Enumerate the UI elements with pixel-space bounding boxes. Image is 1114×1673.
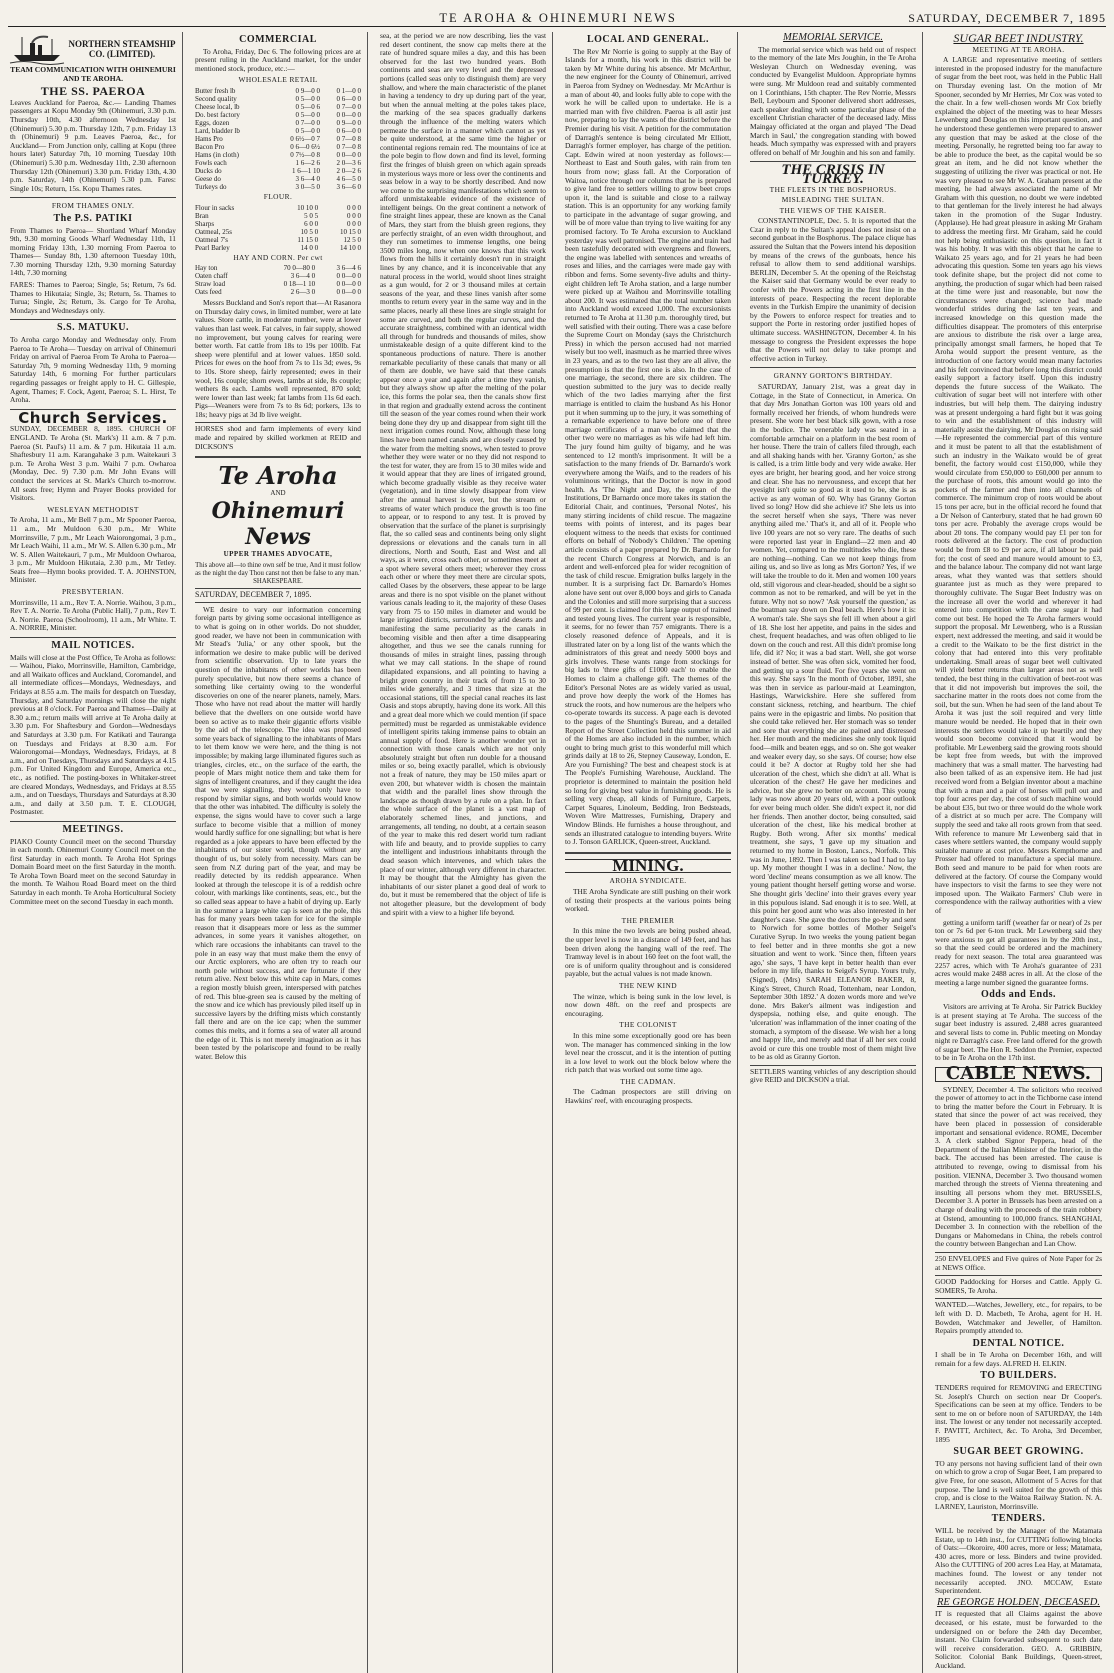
price-cell: 1 6—1 10 <box>291 166 320 175</box>
price-cell: 0 7—0 8 <box>336 134 361 143</box>
cadman-text: The Cadman prospectors are still driving on Hawkins' reef, with encouraging prospects. <box>565 1087 731 1106</box>
logo-and: AND <box>270 489 286 498</box>
flour-table <box>195 204 361 252</box>
cable-news-title: CABLE NEWS. <box>935 1067 1102 1082</box>
price-cell: 4 6—5 0 <box>336 174 361 183</box>
hay-cell: 70 0—80 0 <box>283 264 316 273</box>
hay-cell: Hay ton <box>195 264 218 273</box>
flour-row <box>195 228 361 236</box>
logo-line-2: Ohinemuri News <box>211 497 345 550</box>
price-cell: Hams (in cloth) <box>195 150 239 159</box>
price-cell: Butter fresh lb <box>195 86 236 95</box>
cable-news-text: SYDNEY, December 4. The solicitors who received the power of attorney to act in the Tichborne case intend to bring the matter before the Court in February. It is stated that since the power of act was received, they have been placed in possession of considerable important and sensational evidence. ROME, December 3. A clerk stabbed Signor Peppera, head of the Department of the Italian Minister of the Interior, in the back. The accused has been arrested. The cause is attributed to revenge, owing to dismissal from his position. VIENNA, December 3. Two thousand women marched through the streets of Vienna threatening and insulting all persons whom they met. BRUSSELS, December 3. A porter in Brussels has been arrested on a charge of dealing with the proceeds of the train robbery at Ostend, amounting to 100,000 francs. SHANGHAI, December 3. In connection with the rebellion of the Dungans or Mahomedans in China, the rebels control the country between Bangechan and Lan Chow. <box>935 1084 1102 1249</box>
hay-row <box>195 272 361 280</box>
flour-head: FLOUR. <box>263 191 293 201</box>
divider <box>195 456 361 458</box>
cadman-head: THE CADMAN. <box>620 1076 676 1086</box>
watches-advert: WANTED.—Watches, Jewellery, etc., for repairs, to be left with D. D. Macbeth, Te Aroha, agent for H. H. Bowden, Watchmaker and Jeweller, of Hamilton. Repairs promptly attended to. <box>935 1300 1102 1336</box>
flour-row <box>195 244 361 252</box>
dental-notice-text: I shall be in Te Aroha on December 16th, and will remain for a few days. ALFRED H. ELKIN. <box>935 1350 1102 1368</box>
paeroa-timetable: Leaves Auckland for Paeroa, &c.— Landing Thames passengers at Kopu Monday 9th (Ohinemuri, 3.30 p.m. Thursday 10th, 4.30 afternoon Wednesday 1st (Ohinemuri) 5.30 p.m. Thursday 12th, 7 p.m. Friday 13 th (Ohinemuri) 9 p.m. Leaves Paeroa, &c., for Auckland— From Junction only, calling at Kopu (three hours later) Saturday 7th, 10 morning Tuesday 10th (Ohinemuri) 5.30 p.m. Wednesday 11th, 2.30 afternoon Thursday 12th (Ohinemuri) 3.30 p.m. Friday 13th, 4.30 p.m. Saturday, 14th (Ohinemuri) 5.30 p.m. Fares: Single 10s; Return, 15s. Kopu Thames rates. <box>10 97 176 193</box>
memorial-service-text: The memorial service which was held out of respect to the memory of the late Mrs Joughin, in the Te Aroha Wesleyan Church on Wednesday evening, was conducted by Evangelist Muldoon. Appropriate hymns were sung. Mr Muldoon read and suitably commented on 1 Corinthians, 15th chapter. The Rev Norrie, Messrs Bell, Leybourn and Spooner delivered short addresses, each speaker dealing with some particular phase of the excellent Christian character of the deceased lady. Miss Maingay officiated at the organ and played 'The Dead March in Saul,' the congregation standing with bowed heads. Much sympathy was expressed with and prayers offered on behalf of Mr Joughin and his son and family. <box>750 44 916 157</box>
granny-gorton-text: SATURDAY, January 21st, was a great day in Cottage, in the State of Connecticut, in America. On that day Mrs Jonathan Gorton was 100 years old and formally received her friends, of whom hundreds were present. She wore her best black silk gown, with a rose in the bodice. The venerable lady was seated in a comfortable armchair on a platform in the best room of her house. There the train of callers filed through, each and all shaking hands with her. 'Granny Gorton,' as she is called, is a trim little body and very wide awake. Her eyes are bright, her hearing good, and her voice strong and clear. She has no nervousness, and except that her eyesight isn't quite so good as it used to be, she is as active as any woman of 60. Why has Granny Gorton lived so long? How did she achieve it? She lets us into the secret herself when she says, 'There was never anything ailed me.' That's it, and all of it. People who live 100 years are not so very rare. The deaths of such were reported last year in England—22 men and 40 women. Yet, compared to the multitudes who die, these are nothing—nothing. Can we not keep things from ailing us, and so live as long as Mrs Gorton? Yes, if we will take the trouble to do it. Men and women 100 years old, still vigorous and clear-headed, should be a sight so common as not to be remarked, and will be yet in the future. Why not so now? 'Ask yourself the question,' as the boatman say down on Deal beach. Here's how it is: A woman's tale. She says she fell ill when about a girl of 18. She lost her appetite, and pains in the sides and chest, frequent headaches, and was often obliged to lie down on the couch and rest. All this didn't promise long life, did it? No; it was a bad start. Well, she got worse instead of better. She was often sick, vomited her food, and getting up a sour fluid. For five years she went on this way. She says 'In the month of October, 1891, she was then in service as parlour-maid at Leamington, Hastings, Warwickshire. Here she suffered from constant sickness, retching, and heartburn. The chief pains were in the epigastric and limbs. No position that she could take relieved her. Her stomach was so tender and sore that everything she ate pained and distressed her. Her mouth and the medicines she only took liquid food—milk and beaten eggs, and so on. She got weaker and weaker every day, so she says. Of course; how else could it be? A doctor at Rugby told her she had ulceration of the chest, which she didn't at all. What is ulceration of the chest? He gave her medicines and advice, but she grew no better on account. This young lady was now about 20 years old, with a poor outlook for ever being much older. She didn't expect it, nor did her friends. Then another doctor, being consulted, said ulceration of the chest, like his medical brother at Rugby. Both wrong. After six months' medical treatment, she says, 'I gave up my situation and returned to my home in Boston, Lancs., Norfolk. This was in June, 1892. Then I was taken so bad I had to lay up. My mother thought I was in a decline.' Now, the word 'decline' means consumption as we all know. The young patient thought herself getting worse and worse. She thought girls 'decline' into their graves every year in this populous island. Sad enough it is to see. Well, at this point her good aunt who was also interested in her daughter's case. She gave the doctors the go-by and sent to Norwich for some bottles of Mother Seigel's Curative Syrup. In two weeks the young patient began to feel better and in three months she got a new situation and went to work. 'Since then, fifteen years ago,' she says, 'I have kept in better health than ever before in my life, thanks to Seigel's Syrup. Yours truly, (Signed), (Mrs) SARAH ELEANOR BAKER, 8, King's Street, Church Road, Tottenham, near London, September 30th 1892.' A dozen words more and we've done. Mrs Baker's ailment was indigestion and dyspepsia, nothing else, and quite enough. The 'ulceration' was inflammation of the inner coating of the stomach, a symptom of the disease. We wish her a long and happy life, and merely add that if all her sex could avoid or cure this one trouble most of them might live to be as old as Granny Gorton. <box>750 381 916 1062</box>
column-1 <box>6 32 183 1673</box>
price-row <box>195 135 361 143</box>
price-cell: 0 1—0 0 <box>336 86 361 95</box>
price-cell: 0 7—0 8 <box>336 142 361 151</box>
crisis-turkey-title: THE CRISIS IN TURKEY. <box>781 162 885 187</box>
sugar-beet-growing-text: TO any persons not having sufficient land of their own on which to grow a crop of Sugar Beet, I am prepared to give Free, for one season, Allotment of 5 Acres for that purpose. The land is well suited for the growth of this crop, and is close to the Waitoa Railway Station. N. A. LARNEY, Lauriston, Morrinsville. <box>935 1458 1102 1511</box>
logo-subtitle: UPPER THAMES ADVOCATE, <box>223 549 333 558</box>
column-4 <box>561 32 738 1673</box>
flour-cell: Flour in sacks <box>195 203 235 212</box>
columns <box>6 31 1108 1670</box>
price-row <box>195 103 361 111</box>
colonist-head: THE COLONIST <box>619 1020 677 1030</box>
flour-cell: 6 0 0 <box>304 219 319 228</box>
price-cell: 0 9—0 0 <box>336 118 361 127</box>
flour-row <box>195 220 361 228</box>
price-row <box>195 183 361 191</box>
divider <box>565 852 731 854</box>
flour-cell: 10 15 0 <box>340 227 361 236</box>
price-cell: 0 6—0 0 <box>336 126 361 135</box>
presbyterian-text: Morrinsville, 11 a.m., Rev T. A. Norrie. Waihou, 3 p.m., Rev T. A. Norrie. Te Aroha (Public Hall), 7 p.m., Rev T. A. Norrie. Paeroa (Schoolroom), 11 a.m., Mr White. T. A. NORRIE, Minister. <box>10 597 176 633</box>
odds-ends-title: Odds and Ends. <box>980 989 1057 1001</box>
meetings-text: PIAKO County Council meet on the second Thursday in each month. Ohinemuri County Council meet on the first Saturday in each month. Te Aroha Hot Springs Domain Board meet on the first Saturday in the month. Te Aroha Town Board meet on the second Saturday in the month. Te Waihou Road Board meet on the third Saturday in each month. Te Aroha Horticultural Society Committee meet on the second Tuesday in each month. <box>10 836 176 906</box>
flour-cell: 0 0 0 <box>347 219 361 228</box>
flour-cell: 10 5 0 <box>300 227 319 236</box>
crisis-subhead-3: THE VIEWS OF THE KAISER. <box>779 205 887 215</box>
hay-cell: Oats feed <box>195 288 222 297</box>
memorial-service-title: MEMORIAL SERVICE. <box>783 32 883 43</box>
crisis-subhead-1: THE FLEETS IN THE BOSPHORUS. <box>769 184 897 194</box>
dental-notice-title: DENTAL NOTICE. <box>972 1337 1065 1349</box>
sugar-beet-title: SUGAR BEET INDUSTRY. <box>953 31 1084 45</box>
price-cell: 0 6—0 6½ <box>290 142 320 151</box>
sugar-beet-text: A LARGE and representative meeting of settlers interested in the proposed industry for the manufacture of sugar from the beet root, was held in the Public Hall on Thursday evening last. On the motion of Mr Spooner, seconded by Mr Herries, Mr Cox was voted to the chair. In a few well-chosen words Mr Cox briefly explained the object of the meeting was to hear Messrs Lewenberg and Douglas on this important question, and he understood these gentlemen were prepared to answer any question that may be asked at the close of the meeting. Personally, he regretted being too far away to be able to produce the beet, as the capital would be so great an item, and he did not know whether the suggesting of utilizing the river was practical or not. He was very pleased to see Mr W. A. Graham present at the meeting, he had always associated the name of Mr Graham with this question, no doubt we were indebted to that gentleman for the lively interest he had always taken in the promotion of the Sugar Industry. (Applause). He had great pleasure in asking Mr Graham to address the meeting first. Mr Graham, said he could not help being enthusiastic on this question, in fact it was his hobby. It was with this object that he came to Waikato 25 years ago, and for 21 years he had been advocating this question. Some ten years ago his views took definite shape, but the project did not come to anything, the production of sugar which had been raised at the time were just and reasonable, but now the circumstances were changed; science had made wonderful strides during the last ten years, and increased knowledge on this question made the difficulties disappear. The promoters of this enterprise are anxious to distribute the risk over a large area, principally amongst small farmers, he hoped that Te Aroha would support the present venture, as the introduction of one factory would mean many factories and his felt convinced that before long this district could easily support a factory itself. Upon this industry depends the future success of the Waikato. The cultivation of sugar beet will not interfere with other industries, but will help them. The dairying industry was at present undergoing a hard fight but it was going to win and the establishment of this industry will materially assist the dairying. Mr Douglas on rising said—He represented the commercial part of this venture and it must be patent to all that the establishment of such an industry in the Waikato would be of great benefit, the factory would cost £150,000, while they would circulate from £50,000 to £60,000 per annum to the purchase of roots, this amount would go into the pockets of the farmer and then into all channels of commerce. The minimum crop of roots would be about 15 tons per acre, but in the official record he found that a Dr Nelson of Canterbury, stated that he had grown 60 tons per acre. Probably the average crops would be about 20 tons. The company would pay £1 per ton for roots delivered at the factory. The cost of production would be from £8 to £9 per acre, if all labour be paid for; the cost of seed and manure would amount to £3, and the balance labour. The company did not want large areas, what they wanted was that settlers should guarantee just as much as they were prepared to thoroughly cultivate. The Sugar Beet Industry was on the increase all over the world and wherever it had entered into competition with the cane sugar it had come out best. He hoped the Te Aroha farmers would support the proposal. Mr Lewenberg, who is a Russian expert, next addressed the meeting, and said it would be a credit to the Waikato to be the first district in the colony that had entered into this very profitable undertaking. Small areas of sugar beet well cultivated will yield better returns than larger areas not as well tended, the best thing in the cultivation of beet-root was that it did not impoverish but improves the soil, the saccharine matter in the roots does not come from the soil, but the sun. When he had seen of the land about Te Aroha it was just the soil required and very little manure would be needed. He hoped that in their own interests the settlers would take it up heartily and they would soon become convinced that it would be profitable. Mr Lewenberg said the growing roots should be kept free from weeds, but with the improved machinery that was a small matter. The harvesting had also been talked of as an expensive item. He had just received word from a Belgian inventor about a machine that with a man and a pair of horses will pull out and top four acres per day, the cost of such machine would be about £35, but two or three would do the whole work of a district at so much per acre. The Company will supply the seed and take all roots grown from that seed. With reference to manure Mr Lewenberg said that in cases where settlers wanted, the company would supply suitable manure at cost price. Messrs Kempthorne and Prosser had offered to manufacture a special manure. Both seed and manure to be paid for when roots are delivered at the factory. Of course the Company would have inspectors to visit the farms to see they were not imposed upon. The Waikato Farmers' Club were in correspondence with the railway authorities with a view of <box>935 55 1102 915</box>
matuku-timetable: To Aroha cargo Monday and Wednesday only. From Paeroa to Te Aroha— Tuesday on arrival of Ohinemuri Friday on arrival of Paeroa From Te Aroha to Paeroa— Saturday 7th, 9 morning Wednesday 11th, 9 morning Saturday 14th, 6 morning For further particulars regarding passages or freight apply to H. C. Gillespie, Agent, Thames; F. Cock, Agent, Paeroa; S. L. Hirst, Te Aroha. <box>10 335 176 405</box>
sugar-beet-subhead: MEETING AT TE AROHA. <box>972 44 1065 54</box>
flour-cell: 0 0 0 <box>347 211 361 220</box>
flour-cell: Oatmeal, 25s <box>195 227 232 236</box>
price-row <box>195 175 361 183</box>
logo-line-1: Te Aroha <box>218 461 338 491</box>
colonist-text: In this mine some exceptionally good ore has been won. The manager has commenced sinking in the low level near the crosscut, and it is the intention of putting in a low level to work out the block below where the rich patch that was worked out some time ago. <box>565 1030 731 1075</box>
leader-date: SATURDAY, DECEMBER 7, 1895. <box>195 588 361 603</box>
holden-title: RE GEORGE HOLDEN, DECEASED. <box>936 1596 1101 1608</box>
column-5 <box>746 32 923 1673</box>
hay-head: HAY AND CORN. Per cwt <box>233 252 323 262</box>
price-row <box>195 167 361 175</box>
price-cell: 0 6—0 0 <box>336 94 361 103</box>
price-cell: 0 5—0 0 <box>295 94 320 103</box>
divider <box>10 821 176 822</box>
price-cell: Lard, bladder lb <box>195 126 240 135</box>
granny-gorton-title: GRANNY GORTON'S BIRTHDAY. <box>773 371 893 381</box>
price-cell: Geese do <box>195 174 221 183</box>
price-row <box>195 95 361 103</box>
flour-cell: Bran <box>195 211 209 220</box>
price-cell: 3 0—5 0 <box>295 182 320 191</box>
hay-cell: 0 0—0 0 <box>336 288 361 297</box>
price-cell: Bacon Pro <box>195 142 225 151</box>
masthead-title: TE AROHA & OHINEMURI NEWS <box>439 11 677 25</box>
builders-text: TENDERS required for REMOVING and ERECTING St. Joseph's Church on section near Dr Cooper's. Specifications can be seen at my office. Tenders to be sent to me on or before noon of SATURDAY, the 14th inst. The lowest or any tender not necessarily accepted. F. PAVITT, Architect, &c. To Aroha, 3rd December, 1895 <box>935 1383 1102 1444</box>
leader-article: WE desire to vary our information concerning foreign parts by giving some occasional intelligence as to what is going on in other worlds. Do not shudder, good reader, we have not been in communication with Mr Stead's 'Julia,' or any other spook, but the information we desire to make public will be derived from scientific observation. Up to late years the question of the inhabitants of other worlds has been purely speculative, but now there seems a chance of something like certainty owing to the wonderful discoveries on one of the nearer planets, namely, Mars. Those who have not read about the matter will hardly believe that the dwellers on one outside world have been so active as to make their gigantic efforts visible by the aid of the telescope. The idea was proposed some years back of signalling to the inhabitants of Mars to let them know we were here, and the thing is not impossible; by making large illuminated figures such as triangles, circles, etc., on the surface of the earth, the people of Mars might notice them and take them for signs of intelligent creatures, and if they caught the idea that we were signalling, they would only have to respond by similar signs, and both worlds would know that the other was inhabited. The difficulty is solely the expense, the signs would have to cover such a large surface to become visible that a million of money would hardly suffice for one signalling; but what is here regarded as a joke appears to have been effected by the inhabitants of our sister world, though without any thought of us, but solely from necessity. Mars can be seen from N.Z during part of the year, and may be readily detected by its reddish appearance. When looked at through the telescope it is of a reddish ochre colour, with markings like continents, seas, etc., but the so called seas appear to have a habit of drying up. Early in the summer a large white cap is seen at the pole, this has for many years been taken for ice for the simple reason that it disappears more or less as the summer advances, in some years it vanishes altogether, on which rare occasions the inhabitants can travel to the pole in an easy way that must make them the envy of our Arctic explorers, who are often try to reach our north pole without success, and are fortunate if they return alive. Next below this white cap in Mars, comes a region mostly bluish green, interspersed with patches of red. This blue-green sea is caused by the melting of the snow and ice which has previously piled itself up in successive layers by the drifting mists which constantly fall there and are on the ice cap; when the summer comes this melts, and it forms a sea of water all around the edge of it. This is not merely imagination as it has been tested by the polariscope and found to be really water. Below this <box>195 604 361 1061</box>
horses-advert: HORSES shod and farm implements of every kind made and repaired by skilled workmen at REID and DICKSON'S <box>195 424 361 451</box>
local-general-title: LOCAL AND GENERAL. <box>586 34 710 45</box>
price-row <box>195 119 361 127</box>
price-row <box>195 159 361 167</box>
aroha-syndicate-head: AROHA SYNDICATE. <box>609 876 687 886</box>
hay-cell: 0 0—0 0 <box>336 272 361 281</box>
commercial-intro: To Aroha, Friday, Dec 6. The following prices are at present ruling in the Auckland market, for the under mentioned stock, produce, etc.:— <box>195 46 361 73</box>
divider <box>10 319 176 320</box>
price-cell: 1 6—2 6 <box>295 158 320 167</box>
masthead <box>8 4 1106 27</box>
flour-cell: 14 0 0 <box>300 243 319 252</box>
hay-table-body <box>195 264 361 296</box>
price-cell: Do. best factory <box>195 110 240 119</box>
flour-cell: 0 0 0 <box>347 203 361 212</box>
hay-row <box>195 264 361 272</box>
hay-row <box>195 288 361 296</box>
flour-row <box>195 204 361 212</box>
masthead-date: SATURDAY, DECEMBER 7, 1895 <box>908 11 1106 25</box>
flour-row <box>195 236 361 244</box>
holden-text: IT is requested that all Claims against the above deceased, or his estate, must be forwarded to the undersigned on or before the 24th day December, instant. No Claim forwarded subsequent to such date will receive consideration. GEO. A. GRIBBIN, Solicitor. Colonial Bank Buildings, Queen-street, Auckland. <box>935 1609 1102 1670</box>
beet-continued: getting a uniform tariff (weather far or near) of 2s per ton or 7s 6d per 6-ton truck. Mr Lewenberg said they were anxious to get all guarantees in by the 20th inst., so that the seed could be ordered and the machinery ready for next season. The total area guaranteed was 2257 acres, which with Te Aroha's guarantee of 231 acres would make 2488 acres in all. At the close of the meeting a large number signed the guarantee forms. <box>935 917 1102 987</box>
presbyterian-head: PRESBYTERIAN. <box>61 587 125 597</box>
hay-cell: 3 6—4 6 <box>336 264 361 273</box>
tenders-title: TENDERS. <box>991 1513 1046 1525</box>
steamship-subhead: TEAM COMMUNICATION WITH OHINEMURI AND TE AROHA. <box>10 65 176 83</box>
premier-text: In this mine the two levels are being pushed ahead, the upper level is now in a distance of 149 feet, and has been driven along the hanging wall of the reef. The Tramway level is in about 160 feet on the foot wall, the ore is of uniform quality throughout and is considered payable, but the actual values is not made known. <box>565 926 731 979</box>
patiki-title: The P.S. PATIKI <box>53 212 133 224</box>
flour-cell: 11 15 0 <box>297 235 319 244</box>
wesleyan-text: Te Aroha, 11 a.m., Mr Bell 7 p.m., Mr Spooner Paeroa, 11 a.m., Mr Muldoon 6.30 p.m., Mr White Morrinsville, 7 p.m., Mr Leach Waiorongomai, 3 p.m., Mr Leach Waihi, 11 a.m., Mr W. S. Allen 6.30 p.m., Mr W. S. Allen Waitekauri, 7 p.m., Mr Muldoon Owharoa, 3 p.m., Mr Muldoon Hikutaia, 2.30 p.m., Mr Tetley. Seats free—Hymn books provided. T. A. JOHNSTON, Minister. <box>10 515 176 585</box>
price-row <box>195 87 361 95</box>
commercial-title: COMMERCIAL <box>239 34 317 45</box>
price-table-body <box>195 87 361 191</box>
premier-head: THE PREMIER <box>621 915 675 925</box>
price-row <box>195 111 361 119</box>
market-report: Messrs Buckland and Son's report that—At Rasanora on Thursday dairy cows, in limited number, were at late values. Store cattle, in moderate number, were at lower values than last week. Fat calves, in fair supply, showed no improvement, but young calves for rearing were better worth. Fat cattle from 18s to 19s per 100lb. Fat sheep were plentiful and at lower values. 1850 sold. Prices for ewes on the hoof from 7s to 11s 3d; ewes, 9s to 10s. Store sheep, fairly represented; ewes in their wool, 16s couple; shorn ewes, lambs at side, 8s couple; wethers 8s each. Lambs well represented, 870 sold; were lower than last week; fat lambs from 11s 6d each. Pigs—Weaners were from 7s to 8s 6d; porkers, 13s to 18s; heavy pigs at 3d lb live weight. <box>195 298 361 419</box>
paddocking-advert: GOOD Paddocking for Horses and Cattle. Apply G. SOMERS, Te Aroha. <box>935 1277 1102 1295</box>
price-cell: 0 0—0 0 <box>336 110 361 119</box>
mail-notices-title: MAIL NOTICES. <box>51 640 135 652</box>
price-cell: 0 5—0 0 <box>295 126 320 135</box>
price-row <box>195 143 361 151</box>
hay-cell: Oaten chaff <box>195 272 228 281</box>
price-cell: 0 7½—0 8 <box>290 150 320 159</box>
price-cell: 2 0—2 6 <box>336 166 361 175</box>
price-cell: Hams Pro <box>195 134 223 143</box>
flour-cell: 5 0 5 <box>304 211 319 220</box>
price-cell: 0 9—0 0 <box>295 86 320 95</box>
price-row <box>195 151 361 159</box>
matuku-title: S.S. MATUKU. <box>57 322 129 334</box>
envelopes-advert: 250 ENVELOPES and Five quires of Note Paper for 2s at NEWS Office. <box>935 1253 1102 1272</box>
price-cell: Ducks do <box>195 166 222 175</box>
hay-cell: 2 6—3 0 <box>290 288 316 297</box>
mining-title: MINING. <box>565 859 731 874</box>
mining-text: THE Aroha Syndicate are still pushing on their work of testing their prospects at the various points being worked. <box>565 887 731 914</box>
flour-cell: Oatmeal 7's <box>195 235 228 244</box>
hay-cell: 0 0—0 0 <box>336 280 361 289</box>
price-cell: 3 6—6 0 <box>336 182 361 191</box>
divider <box>10 197 176 198</box>
crisis-subhead-2: MISLEADING THE SULTAN. <box>781 195 885 205</box>
flour-cell: Sharps <box>195 219 215 228</box>
divider <box>10 637 176 638</box>
steamship-ad-header <box>10 32 176 66</box>
motto: This above all—to thine own self be true, And it must follow as the night the day Thou canst not then be false to any man.' SHAKESPEARE. <box>195 562 361 585</box>
paeroa-title: THE SS. PAEROA <box>40 84 146 99</box>
flour-cell: 14 10 0 <box>340 243 361 252</box>
price-cell: Turkeys do <box>195 182 227 191</box>
sugar-beet-growing-title: SUGAR BEET GROWING. <box>953 1446 1084 1458</box>
new-kind-head: THE NEW KIND <box>618 980 678 990</box>
price-cell: 2 0—3 6 <box>336 158 361 167</box>
new-kind-text: The winze, which is being sunk in the low level, is now down 48ft. on the reef and prospects are encouraging. <box>565 991 731 1018</box>
fares-text: FARES: Thames to Paeroa; Single, 5s; Return, 7s 6d. Thames to Hikutaia; Single, 3s; Return, 5s. Thames to Turua; Single, 2s; Return, 3s. Cargo for Te Aroha, Mondays and Wednesdays only. <box>10 280 176 315</box>
settlers-advert: SETTLERS wanting vehicles of any description should give REID and DICKSON a trial. <box>750 1066 916 1085</box>
divider <box>750 367 916 368</box>
flour-row <box>195 212 361 220</box>
price-cell: 0 6½—0 7 <box>290 134 320 143</box>
odds-ends-text: Visitors are arriving at Te Aroha. Sir Patrick Buckley is at present staying at Te Aroha. The success of the sugar beet industry is assured. 2,488 acres guaranteed and several lists to come in. Public meeting on Monday night re Darragh's case. Free land offered for the growth of sugar beet. The Hon R. Seddon the Premier, expected to be in Te Aroha on the 17th inst. <box>935 1001 1102 1063</box>
price-cell: 0 7—0 0 <box>336 102 361 111</box>
price-cell: Cheese local, lb <box>195 102 240 111</box>
column-6 <box>931 32 1108 1673</box>
patiki-timetable: From Thames to Paeroa— Shortland Wharf Monday 9th, 9.30 morning Goods Wharf Wednesday 11th, 11 morning Friday 13th, 1.30 morning From Paeroa to Thames— Sunday 8th, 1.30 afternoon Tuesday 10th, 7.30 morning Thursday 12th, 9.30 morning Saturday 14th, 7.30 morning <box>10 225 176 278</box>
price-cell: 0 5—0 6 <box>295 102 320 111</box>
hay-table <box>195 264 361 296</box>
price-cell: Eggs, dozen <box>195 118 230 127</box>
steamship-icon <box>10 33 64 65</box>
newspaper-logo <box>195 463 361 558</box>
tenders-text: WILL be received by the Manager of the Matamata Estate, up to 14th inst., for CUTTING following blocks of Oats:—Okoroire, 400 acres, more or less; Matamata, 430 acres, more or less. Binders and twine provided. Also the CUTTING of 200 acres Lea Hay, at Matamata, machines found. The lowest or any tender not necessarily accepted. JNO. MCCAW, Estate Superintendent. <box>935 1525 1102 1596</box>
church-services-title: Church Services. <box>18 408 168 427</box>
price-cell: 0 7—0 0 <box>295 118 320 127</box>
leader-article-continued: sea, at the period we are now describing, lies the vast red desert continent, the snow cap melts there at the rate of hundred square miles a day, and this has been observed for the last two hundred years. Both continents and seas are very level and the depressed portions (called seas only to distinguish them) are very shallow, and where the main characteristic of the planet in having a tendency to dry up during part of the year, but when the annual melting at the poles takes place, the marking of the sea spaces gradually darkens through the influence of the melting waters which permeate the surface in a manner which cannot as yet be quite understood, at the same time the higher or continental regions remain red. The mountains of ice at the pole begin to flow down and find its level, forming first the fringes of bluish green on which again spreads in mysterious ways more or less over the continents and seas below in a way to be shortly described. And now we come to the surprising manifestations which seem to afford unmistakeable evidence of the existence of intelligent beings. On the great continent a network of fine straight lines appear, these are known as the Canal of Mars, they start from the bluish green regions, they are perfectly straight, of an even width throughout, and they run sometimes to immense lengths, one being 3500 miles long, now when one knows that this work flows from the hills it certainly doesn't run in straight lines by any chance, and it is inconceivable that any natural process in the world, would shoot lines straight as a gun would, for 2 or 3 thousand miles at certain seasons of the year, and these lines vanish after some months to return every year in the same way and in the same places, nearly all these lines are single straight for some are curved, and both the regular curves, and the accurate straightness, combined with an identical width all through for hundreds and thousands of miles, show unmistakeable design of a quite different kind to the spontaneous productions of nature. There is another remarkable peculiarity of these canals that many or all of them are double, we have said that these canals appear once a year and again after a time they vanish, but they always show up after the melting of the polar ice, this forms the polar sea, then the canals show first in that region and gradually extend across the continent till the season of the year comes round when their work being done they dry up and disappear from sight till the next irrigation comes round. Now, although these long lines have been named canals and are closely caused by the water from the melting snows, when tested to prove whether they were water or no they did not respond to the test for water, they are from 15 to 30 miles wide and it would appear that they are lines of irrigated ground, which become gradually visible as they receive water (vegetation), and in time slowly disappear from view after the annual harvest is over, but the stream or streams of water which produce the growth is too fine to appear, or to respond to any test. It is proved by observation that the surface of the planet is surprisingly flat, the so called seas and continents being only slight depressions or elevations and the canals turn in all directions, North and South, East and West and all ways, as it were, cross each other, or sometimes meet at a spot where several others meet; wherever they cross each other or where they meet there are circular spots, called Oases by the observers, these appear to be large areas and there is no spot visible on the planet without various canals leading to it, the majority of these Oases vary from 75 to 150 miles in diameter and would be large irrigated districts, surrounded by arid deserts and manifesting the same peculiarity as the canals in becoming visible and then after a time disappearing altogether, and thus we see the canals running for thousands of miles in straight lines, passing through what we may call stations. In the shape of round dilapidated expansions, and all pointing to having a bright green country in their track of from 15 to 30 miles wide generally, and 3 times that size at the occasional stations, till the special canal reaches its last Oasis and stops abruptly, having done its work. All this and a great deal more which we could mention (if space permitted) must be regarded as unmistakable evidence of intelligent spirits taking immense pains to obtain an annual supply of food. Here is another wonder yet in connection with those canals which are not only absolutely straight but often run double for a thousand miles or so, being exactly parallel, which is obviously not a freak of nature, they may be 150 miles apart or even 200, but whatever width is chosen the maintain that width and the parallel lines show through the landscape as though drawn by a rule on a plan. In fact the whole surface of the planet is a vast map of elaborately schemed lines, and junctions, and arrangements, all tending, no doubt, at a certain season of the year to make this red desert world turn radiant with life and beauty, and to provide supplies to carry the intelligent and industrious inhabitants through the dead season which intervenes, and which takes the place of our winter, although very different in character. It may be thought that the Almighty has given the inhabitants of our sister planet a good deal of work to do, but it must be remembered that the object of life is not altogether pleasure, but the development of body and spirit with a view to a higher life beyond. <box>380 31 546 917</box>
patiki-head: FROM THAMES ONLY. <box>51 201 135 211</box>
crisis-text: CONSTANTINOPLE, Dec. 5. It is reported that the Czar in reply to the Sultan's appeal does not insist on a second gunboat in the Bosphorus. The palace clique has assured the Sultan that the Powers intend his deposition by means of the crews of the gunboats, hence his refusal to allow them to send additional warships. BERLIN, December 5. At the opening of the Reichstag the Kaiser said that Germany would be ever ready to confer with the Powers acting in the first line in the interests of peace. Respecting the recent deplorable events in the Turkish Empire the unanimity of decision by the Powers to enforce respect for treaties and to support the Porte in restoring order justified hopes of ultimate success. WASHINGTON, December 4. In his message to congress the President expresses the hope that the Powers will not delay to take prompt and effective action in Turkey. <box>750 216 916 363</box>
hay-cell: 0 18—1 10 <box>283 280 316 289</box>
hay-cell: 3 6—4 0 <box>290 272 316 281</box>
price-row <box>195 127 361 135</box>
price-cell: Fowls each <box>195 158 227 167</box>
mail-notices-text: Mails will close at the Post Office, Te Aroha as follows:— Waihou, Piako, Morrinsville, Hamilton, Cambridge, and all Waikato offices and Auckland, Coromandel, and all intermediate offices—Mondays, Wednesdays, and Fridays at 8.55 a.m. The mails for despatch on Tuesday, Thursday, and Saturday mornings will close the night previous at 8 o'clock. For Paeroa and Thames—Daily at 8.30 a.m.; return mails will arrive at Te Aroha daily at 3.30 p.m. For Shaftesbury and Gordon—Wednesdays and Saturdays at 3.30 p.m. For Katikati and Tauranga on Tuesdays and Fridays at 8.30 a.m. For Waiorongomai—Mondays, Wednesdays, Fridays, at 8 a.m., and on Tuesdays, Thursdays and Saturdays at 4.15 p.m. For United Kingdom and Europe, America etc., etc., as notified. The posting-boxes in Whitaker-street are cleared Mondays, Wednesdays, and Fridays at 8.55 a.m., and on Tuesdays, Thursdays and Saturdays at 8.30 a.m., and daily at 3.50 p.m. T. E. CLOUGH, Postmaster. <box>10 652 176 817</box>
price-cell: Second quality <box>195 94 237 103</box>
flour-cell: 10 10 0 <box>297 203 319 212</box>
wesleyan-head: WESLEYAN METHODIST <box>47 504 139 514</box>
local-general-text: The Rev Mr Norrie is going to supply at the Bay of Islands for a month, his work in this district will be taken by Mr White during his absence. Mr McArthur, the new engineer for the County of Ohinemuri, arrived in Paeroa from Sydney on Wednesday. Mr McArthur is a man of about 40, and looks fully able to cope with the work he will be called upon to undertake. He is a married man with five children. Paeroa is all astir just now, preparing to lay the wants of the district before the Premier during his visit. A petition for the commutation of Darragh's sentence is being circulated Mr Elliott, Darragh's former employer, has charge of the petition. Capt. Edwin wired at noon yesterday as follows:—Northeast to East and South gales, with rain from ten hours from now; glass fall. At the Corporation of Waitoa, notice through our columns that he is prepared to give land free to settlers willing to grow beet crops upon it, the land is suitable and close to a railway station. This is an opportunity for any working family to participate in the advantage of sugar growing, and will be of more value than trying to live waiting for any promised factory. To Te Aroha excursion to Auckland yesterday was well patronised. The engine and train had been tastefully decorated with evergreens and flowers, the engine was labelled with sentences and wreaths of roses and lilies, and the carriages were made gay with ribbon and ferns. Some seventy-five adults and thirty-eight children left Te Aroha station, and a large number were picked up at Waihou and Morrinsville totalling about 200. It was estimated that the total number taken into Auckland would exceed 1,000. The excursionists returned to Te Aroha at 11.30 p.m. thoroughly tired, but well satisfied with their outing. There was a case before the Supreme Court on Monday (says the Christchurch Press) in which the person accused had not married wisely but too well, inasmuch as he married three wives in 23 years, and as to the two last they are all alive, the presumption is that the first one is also. In the case of one marriage, the second, there are six children. The question submitted to the jury was to decide really which of the two ladies marrying after the first marriage is entitled to claim the husband As his Honor put it when summing up to the jury, it was something of a remarkable experience to have before one of three marriage certificates of a man who claimed that the other two were no marriages as his wife had left him. The jury found him guilty of bigamy, and he was sentenced to 12 month's imprisonment. It will be a satisfaction to the many friends of Dr. Barnardo's work everywhere among the Waifs, and to the readers of his voluminous writings, that the Doctor is now in good health. As 'The Night and Day, the organ of the Institutions, Dr Barnardo once more takes its station the Editorial Chair, and continues, 'Personal Notes', his many stirring incidents of child rescue. The magazine teems with points of interest, and its pages bear eloquent witness to the needs that exists for continued efforts on behalf of 'Nobody's Children.' The opening article consists of a paper prepared by Dr. Barnardo for the recent Church Congress at Norwich, and is an ardent and well-enforced plea for wider recognition of the task of child rescue. Emigration bulks largely in the number. It is a surprising fact Dr. Barnardo's Homes alone have sent out over 8,000 boys and girls to Canada and the Colonies and still more surprising that a success of 99 per cent. is claimed for this large output of trained and tested young lives. The current year is responsible, it seems, for no fewer than 757 emigrants. There is a closely reasoned defence of Appeals, and it is illustrated later on by a long list of the wants which the administrators of this great and needy 5000 boys and girls involves. These wants range from stockings for big lads to 'three gifts of £1000 each' to enable the Homes to claim a challenge gift. The themes of the Editor's Personal Notes are as widely varied as usual, and prove how deeply the work of the Homes has struck the roots, and how numerous are the helpers who co-operate towards its success. A page each is devoted to the pages of the Shunting's Bureau, and a detailed Report of the Street Collection held this summer in aid of the Homes are also included in the number, which ought to bring much grist to this wonderful mill which grinds daily at 18 to 26, Stepney Causeway, London, E. Are you Furnishing? The best and cheapest stock is at The People's Furnishing Warehouse, Auckland. The proprietor is determined to maintain the position held so long for giving best value in furnishing goods. He is selling very cheap, all kinds of Furniture, Carpets, Carpet Squares, Linoleum, Bedding, Iron Bedsteads, Woven Wire Mattresses, Furnishing, Drapery and Window Blinds. He furnishes a house throughout, and sends an illustrated catalogue to intending buyers. Write to J. Tonson GARLICK, Queen-street, Auckland. <box>565 46 731 847</box>
hay-cell: Straw load <box>195 280 226 289</box>
price-table <box>195 87 361 191</box>
church-services-text: SUNDAY, DECEMBER 8, 1895. CHURCH OF ENGLAND. Te Aroha (St. Mark's) 11 a.m. & 7 p.m. Paeroa (St. Paul's) 11 a.m. & 7 p.m. Hikutaia 11 a.m. Shaftesbury 11 a.m. Karangahake 3 p.m. Waitekauri 3 p.m. Te Aroha West 3 p.m. Waihi 7 p.m. Owharoa (Monday, Dec. 9) 7.30 p.m. Mr John Evans will conduct the services at St. Mark's Church to-morrow. All seats free; Hymn and Prayer Books provided for Visitors. <box>10 424 176 503</box>
price-table-head: WHOLESALE RETAIL <box>238 75 318 85</box>
flour-table-body <box>195 204 361 252</box>
column-3 <box>376 32 553 1673</box>
price-cell: 0 0—0 0 <box>336 150 361 159</box>
flour-cell: Pearl Barley <box>195 243 230 252</box>
hay-row <box>195 280 361 288</box>
price-cell: 0 5—0 0 <box>295 110 320 119</box>
meetings-title: MEETINGS. <box>62 823 124 835</box>
steamship-company-name: NORTHERN STEAMSHIP CO. (LIMITED). <box>68 39 176 59</box>
builders-title: TO BUILDERS. <box>980 1370 1057 1382</box>
column-2 <box>191 32 368 1673</box>
flour-cell: 12 5 0 <box>343 235 361 244</box>
price-cell: 3 6—4 0 <box>295 174 320 183</box>
